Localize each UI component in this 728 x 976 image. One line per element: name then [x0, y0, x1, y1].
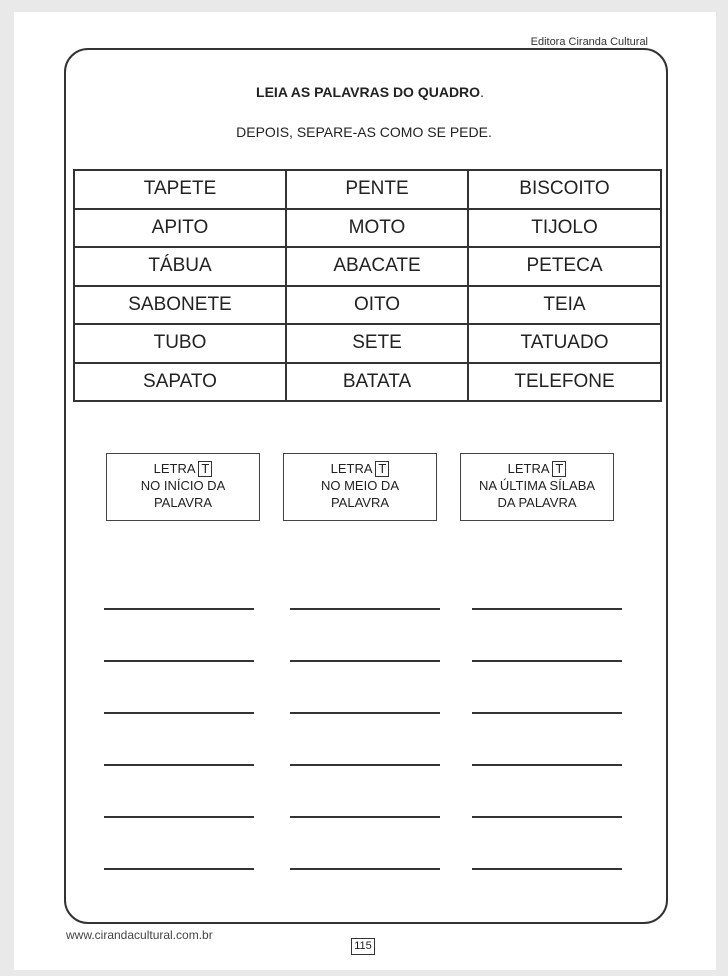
word-cell: TIJOLO [468, 209, 661, 248]
category-line-3: PALAVRA [330, 495, 390, 510]
answer-line [472, 868, 622, 870]
category-line-2: NA ÚLTIMA SÍLABA [478, 478, 596, 493]
instruction-line-2: DEPOIS, SEPARE-AS COMO SE PEDE. [236, 124, 492, 140]
category-box-start [106, 453, 260, 521]
category-box-last-syllable [460, 453, 614, 521]
category-line-3: DA PALAVRA [497, 495, 577, 510]
word-cell: TATUADO [468, 324, 661, 363]
word-cell: TELEFONE [468, 363, 661, 402]
answer-line [104, 608, 254, 610]
answer-line [104, 764, 254, 766]
word-cell: TEIA [468, 286, 661, 325]
word-cell: APITO [74, 209, 286, 248]
table-row [74, 324, 661, 363]
word-cell: SETE [286, 324, 468, 363]
instruction-line-1 [0, 84, 728, 100]
category-letter: T [375, 461, 389, 477]
answer-line [104, 660, 254, 662]
answer-line [290, 608, 440, 610]
word-cell: SAPATO [74, 363, 286, 402]
word-cell: MOTO [286, 209, 468, 248]
answer-line [290, 764, 440, 766]
category-letter: T [552, 461, 566, 477]
table-row [74, 286, 661, 325]
word-table [73, 169, 662, 402]
answer-line [104, 868, 254, 870]
table-row [74, 209, 661, 248]
instruction-period: . [480, 84, 484, 100]
answer-line [290, 712, 440, 714]
word-cell: OITO [286, 286, 468, 325]
word-cell: BISCOITO [468, 170, 661, 209]
word-cell: BATATA [286, 363, 468, 402]
answer-line [472, 816, 622, 818]
word-cell: TUBO [74, 324, 286, 363]
answer-line [104, 712, 254, 714]
answer-line [290, 868, 440, 870]
category-line-2: NO MEIO DA [320, 478, 399, 493]
answer-line [290, 816, 440, 818]
answer-line [472, 660, 622, 662]
answer-line [104, 816, 254, 818]
category-letter: T [198, 461, 212, 477]
word-cell: TAPETE [74, 170, 286, 209]
publisher-label: Editora Ciranda Cultural [530, 36, 648, 48]
word-cell: SABONETE [74, 286, 286, 325]
table-row [74, 363, 661, 402]
word-cell: ABACATE [286, 247, 468, 286]
category-line-3: PALAVRA [153, 495, 213, 510]
table-row [74, 170, 661, 209]
category-line-2: NO INÍCIO DA [140, 478, 226, 493]
answer-line [472, 608, 622, 610]
answer-line [472, 764, 622, 766]
instruction-strong: LEIA AS PALAVRAS DO QUADRO [256, 84, 481, 100]
category-box-middle [283, 453, 437, 521]
category-prefix: LETRA [330, 461, 372, 476]
answer-line [472, 712, 622, 714]
answer-line [290, 660, 440, 662]
category-prefix: LETRA [153, 461, 195, 476]
website-footer: www.cirandacultural.com.br [66, 928, 213, 942]
word-cell: PETECA [468, 247, 661, 286]
table-row [74, 247, 661, 286]
word-cell: PENTE [286, 170, 468, 209]
category-prefix: LETRA [507, 461, 549, 476]
word-cell: TÁBUA [74, 247, 286, 286]
page-number: 115 [351, 938, 375, 955]
